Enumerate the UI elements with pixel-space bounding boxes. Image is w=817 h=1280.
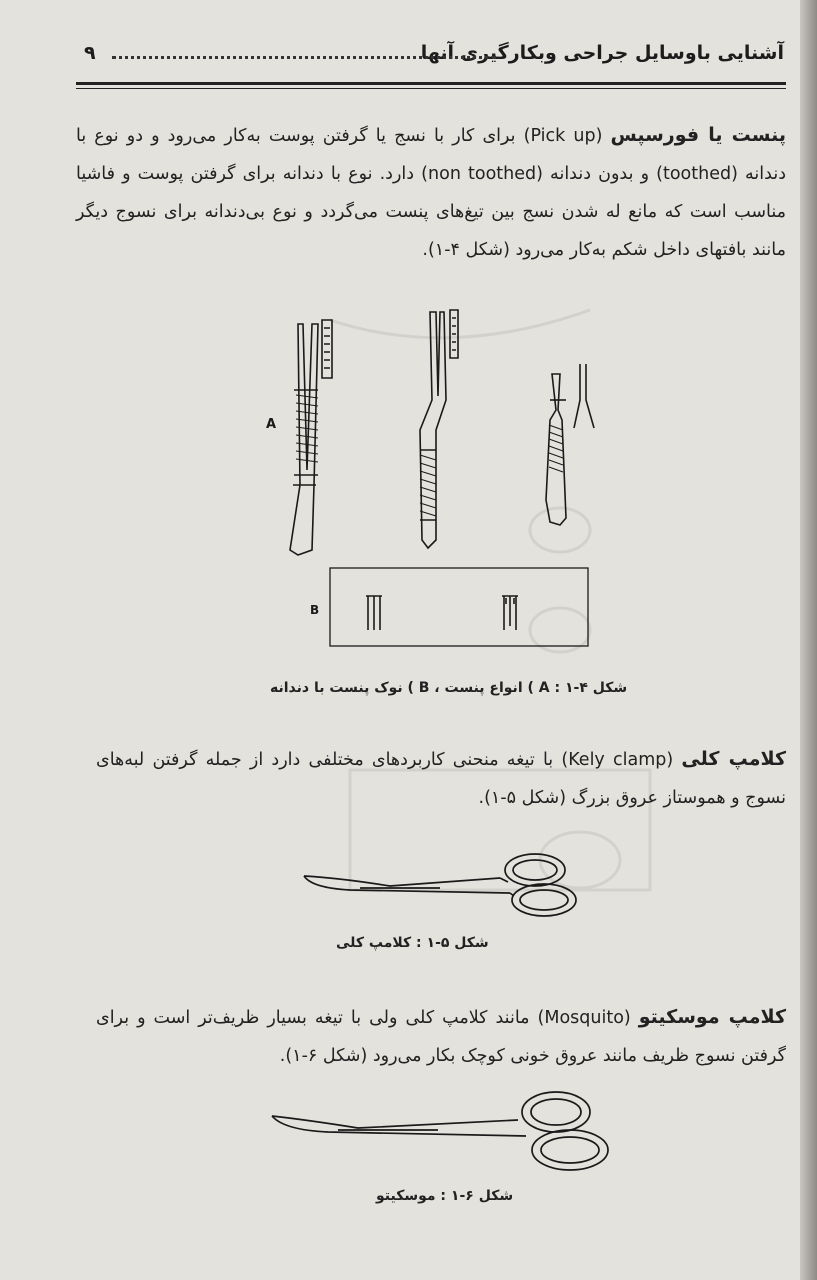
figure-forceps-types [260,300,640,670]
kelly-paragraph [96,740,786,817]
forceps-text: (Pick up) برای کار با نسج یا گرفتن پوست به‌کار می‌رود و دو نوع با دندانه (toothed) و بدون دندانه (non toothed) دارد. نوع با دندانه برای گرفتن پوست و فاشیا مناسب است که مانع له شدن نسج بین تیغ‌های پنست می‌گردد و نوع بی‌دندانه برای نسوج دیگر مانند بافتهای داخل شکم به‌کار می‌رود (شکل ۴-۱). [76,126,786,260]
header-dot-leader [112,56,496,59]
mosquito-text: (Mosquito) مانند کلامپ کلی ولی با تیغه بسیار ظریف‌تر است و برای گرفتن نسوج ظریف مانند عروق خونی کوچک بکار می‌رود (شکل ۶-۱). [96,1008,786,1066]
figure-mosquito-clamp [268,1086,618,1176]
figure-5-caption: شکل ۵-۱ : کلامپ کلی [336,935,489,951]
figure-kelly-clamp [300,848,590,920]
running-title: آشنایی باوسایل جراحی وبکارگیری آنها [420,42,784,64]
mosquito-paragraph [96,998,786,1075]
kelly-text: (Kely clamp) با تیغه منحنی کاربردهای مختلفی دارد از جمله گرفتن لبه‌های نسوج و هموستاز عروق بزرگ (شکل ۵-۱). [96,750,786,808]
forceps-heading: پنست یا فورسپس [610,124,786,146]
kelly-heading: کلامپ کلی [681,748,787,770]
figure-4-caption: شکل ۴-۱ : A ) انواع پنست ، B ) نوک پنست با دندانه [270,680,628,696]
forceps-paragraph [76,116,786,269]
header-rule [76,82,786,85]
book-gutter-edge [800,0,817,1280]
page-number: ۹ [84,42,96,64]
label-a: A [266,417,277,432]
header-rule-thin [76,88,786,89]
mosquito-heading: کلامپ موسکیتو [638,1006,786,1028]
label-b: B [310,603,320,617]
figure-6-caption: شکل ۶-۱ : موسکیتو [376,1188,514,1204]
running-header [78,38,786,78]
